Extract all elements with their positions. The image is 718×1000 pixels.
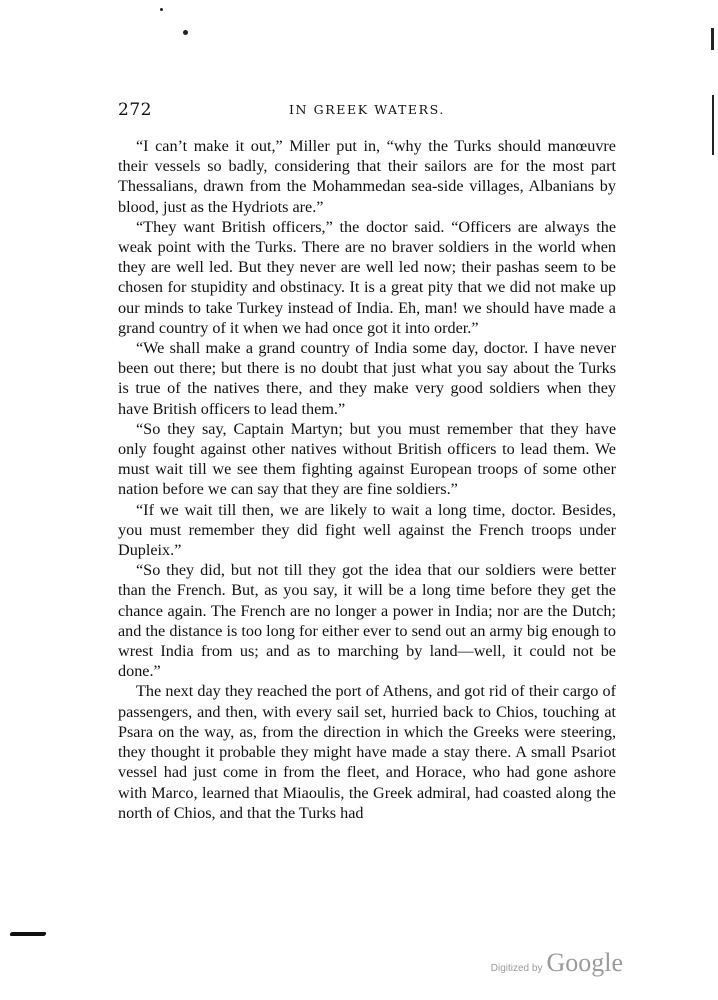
digitized-by-label: Digitized by [490,963,543,974]
ink-bleed-mark [9,932,46,936]
page-number: 272 [118,100,152,120]
page-header [118,100,616,124]
digitized-watermark [491,948,623,978]
body-text [118,136,616,823]
paragraph: “So they say, Captain Martyn; but you must remember that they have only fought against other natives without British officers to lead them. We must wait till we see them fighting against European troops of some other nation before we can say that they are fine soldiers.” [118,419,616,499]
paragraph: “So they did, but not till they got the idea that our soldiers were better than the French. But, as you say, it will be a long time before they get the chance again. The French are no longer a power in India; nor are the Dutch; and the distance is too long for either ever to send out an army big enough to wrest India from us; and as to marching by land—well, it could not be done.” [118,561,616,681]
page-edge-mark [711,28,714,50]
paragraph: The next day they reached the port of Athens, and got rid of their cargo of passengers, and then, with every sail set, hurried back to Chios, touching at Psara on the way, as, from the direction in which the Greeks were steering, they thought it probable they might have made a stay there. A small Psariot vessel had just come in from the fleet, and Horace, who had gone ashore with Marco, learned that Miaoulis, the Greek admiral, had coasted along the north of Chios, and that the Turks had [118,682,616,822]
paragraph: “They want British officers,” the doctor said. “Officers are always the weak point with the Turks. There are no braver soldiers in the world when they are well led. But they never are well led now; their pashas seem to be chosen for stupidity and obstinacy. It is a great pity that we did not make up our minds to take Turkey instead of India. Eh, man! we should have made a grand country of it when we had once got it into order.” [118,217,616,337]
google-logo: Google [546,948,623,977]
page-edge-mark [712,95,714,155]
paragraph: “If we wait till then, we are likely to wait a long time, doctor. Besides, you must remember they did fight well against the French troops under Dupleix.” [118,500,616,560]
running-head: IN GREEK WATERS. [289,102,445,117]
paragraph: “I can’t make it out,” Miller put in, “why the Turks should manœuvre their vessels so badly, considering that their sailors are for the most part Thessalians, drawn from the Mohammedan sea-side villages, Albanians by blood, just as the Hydriots are.” [118,137,616,216]
paragraph: “We shall make a grand country of India some day, doctor. I have never been out there; but there is no doubt that just what you say about the Turks is true of the natives there, and they make very good soldiers when they have British officers to lead them.” [118,339,616,418]
scan-speck [183,30,188,35]
scan-speck [160,8,163,11]
